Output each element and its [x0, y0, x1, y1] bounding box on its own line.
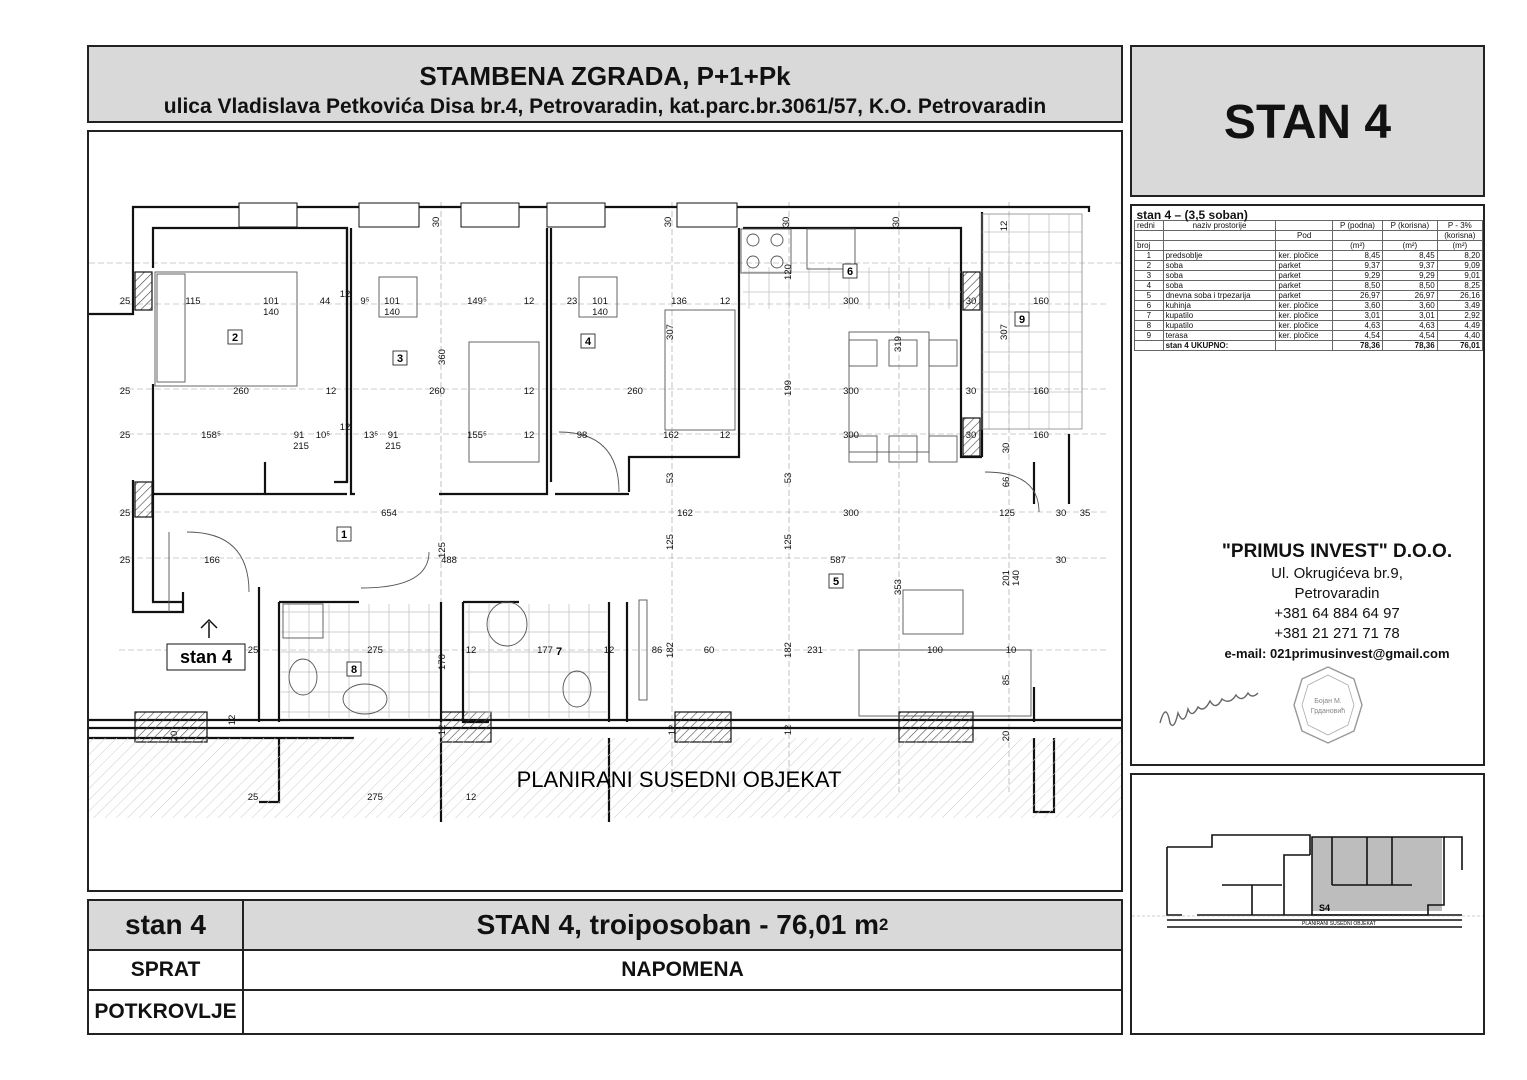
svg-text:587: 587 — [830, 555, 846, 566]
svg-text:10⁵: 10⁵ — [315, 430, 331, 441]
svg-text:30: 30 — [431, 216, 442, 228]
unit-label-block — [1130, 45, 1485, 197]
svg-text:260: 260 — [627, 386, 643, 397]
svg-text:20: 20 — [169, 730, 180, 742]
svg-text:140: 140 — [1011, 570, 1022, 586]
svg-text:160: 160 — [1033, 386, 1049, 397]
floor-plan — [87, 130, 1123, 892]
svg-text:140: 140 — [263, 307, 279, 318]
stamp — [1294, 667, 1362, 743]
total-label: stan 4 UKUPNO: — [1163, 341, 1276, 351]
svg-text:30: 30 — [891, 216, 902, 228]
svg-text:140: 140 — [592, 307, 608, 318]
company-street: Ul. Okrugićeva br.9, — [1271, 565, 1403, 582]
footer-block — [87, 899, 1123, 1035]
room-1-number: 1 — [340, 529, 348, 541]
svg-text:170: 170 — [437, 654, 448, 670]
svg-text:25: 25 — [119, 508, 131, 519]
table-row: 4 soba parket 8,50 8,50 8,25 — [1135, 281, 1483, 291]
svg-text:30: 30 — [1055, 508, 1067, 519]
svg-text:300: 300 — [843, 296, 859, 307]
rooms-table — [1134, 208, 1483, 351]
terrace — [982, 214, 1082, 429]
svg-text:20: 20 — [1001, 730, 1012, 742]
footer-description: STAN 4, troiposoban - 76,01 m 2 — [244, 901, 1121, 951]
header-p3-korisna: (korisna) — [1437, 231, 1482, 241]
svg-text:12: 12 — [465, 645, 477, 656]
table-row: 3 soba parket 9,29 9,29 9,01 — [1135, 271, 1483, 281]
info-panel — [1130, 204, 1485, 766]
header-unit-2: (m²) — [1383, 241, 1438, 251]
svg-text:166: 166 — [204, 555, 220, 566]
footer-unit: stan 4 — [89, 901, 244, 951]
svg-text:Бојан М.: Бојан М. — [1314, 698, 1342, 705]
bath7-tiles — [465, 604, 607, 718]
key-plan-neighbor: PLANIRANI SUSEDNI OBJEKAT — [1302, 921, 1376, 927]
svg-text:158⁵: 158⁵ — [201, 430, 221, 441]
svg-text:12: 12 — [603, 645, 615, 656]
svg-text:12: 12 — [227, 714, 238, 726]
header-broj: broj — [1135, 241, 1164, 251]
svg-text:25: 25 — [247, 792, 259, 803]
svg-text:12: 12 — [523, 386, 535, 397]
svg-text:260: 260 — [233, 386, 249, 397]
signature-and-stamp — [1152, 661, 1472, 751]
svg-text:182: 182 — [665, 642, 676, 658]
room-3-number: 3 — [396, 353, 404, 365]
svg-text:231: 231 — [807, 645, 823, 656]
svg-text:125: 125 — [665, 534, 676, 550]
svg-text:115: 115 — [185, 296, 201, 307]
svg-text:12: 12 — [783, 724, 794, 736]
svg-text:30: 30 — [1055, 555, 1067, 566]
footer-floor-value: POTKROVLJE — [89, 991, 244, 1033]
svg-text:Грдановић: Грдановић — [1310, 708, 1346, 715]
svg-text:30: 30 — [1001, 442, 1012, 454]
building-address: ulica Vladislava Petkovića Disa br.4, Petrovaradin, kat.parc.br.3061/57, K.O. Petrovaradin — [163, 95, 1047, 118]
svg-text:353: 353 — [893, 579, 904, 595]
room-2-number: 2 — [231, 332, 239, 344]
svg-text:300: 300 — [843, 508, 859, 519]
room-6-number: 6 — [846, 266, 854, 278]
svg-text:30: 30 — [965, 296, 977, 307]
table-row: 1 predsoblje ker. pločice 8,45 8,45 8,20 — [1135, 251, 1483, 261]
company-info — [1202, 540, 1472, 664]
svg-text:60: 60 — [703, 645, 715, 656]
svg-text:53: 53 — [783, 472, 794, 484]
svg-text:30: 30 — [663, 216, 674, 228]
svg-text:12: 12 — [719, 296, 731, 307]
title-block — [87, 45, 1123, 123]
key-plan-drawing — [1132, 775, 1483, 1033]
table-row: 7 kupatilo ker. pločice 3,01 3,01 2,92 — [1135, 311, 1483, 321]
table-row: 5 dnevna soba i trpezarija parket 26,97 26,97 26,16 — [1135, 291, 1483, 301]
room-4-number: 4 — [584, 336, 592, 348]
room-5-number: 5 — [832, 576, 840, 588]
svg-text:215: 215 — [385, 441, 401, 452]
svg-text:160: 160 — [1033, 296, 1049, 307]
svg-text:25: 25 — [119, 386, 131, 397]
svg-text:654: 654 — [381, 508, 397, 519]
header-unit-1: (m²) — [1332, 241, 1382, 251]
svg-text:12: 12 — [437, 724, 448, 736]
key-plan — [1130, 773, 1485, 1035]
svg-text:136: 136 — [671, 296, 687, 307]
svg-text:91: 91 — [293, 430, 305, 441]
stan-tag — [167, 620, 245, 670]
svg-text:25: 25 — [119, 430, 131, 441]
table-row: 2 soba parket 9,37 9,37 9,09 — [1135, 261, 1483, 271]
stan-tag-label: stan 4 — [179, 647, 233, 667]
svg-text:25: 25 — [247, 645, 259, 656]
footer-note-value — [244, 991, 1121, 1033]
unit-label: STAN 4 — [1223, 96, 1392, 149]
svg-text:13⁵: 13⁵ — [363, 430, 379, 441]
header-naziv: naziv prostorije — [1163, 221, 1276, 231]
svg-text:177: 177 — [537, 645, 553, 656]
table-row: 6 kuhinja ker. pločice 3,60 3,60 3,49 — [1135, 301, 1483, 311]
svg-text:260: 260 — [429, 386, 445, 397]
room-9-number: 9 — [1018, 314, 1026, 326]
svg-text:30: 30 — [965, 386, 977, 397]
svg-text:149⁵: 149⁵ — [467, 296, 487, 307]
svg-text:85: 85 — [1001, 674, 1012, 686]
svg-text:91: 91 — [387, 430, 399, 441]
company-email: e-mail: 021primusinvest@gmail.com — [1224, 646, 1450, 661]
svg-text:66: 66 — [1001, 476, 1012, 488]
svg-text:215: 215 — [293, 441, 309, 452]
room-7-number: 7 — [555, 646, 563, 658]
svg-text:98: 98 — [576, 430, 588, 441]
building-title: STAMBENA ZGRADA, P+1+Pk — [419, 61, 791, 91]
header-pod: Pod — [1276, 231, 1332, 241]
table-title: stan 4 – (3,5 soban) — [1136, 208, 1248, 222]
svg-text:319: 319 — [893, 336, 904, 352]
svg-text:125: 125 — [783, 534, 794, 550]
header-unit-3: (m²) — [1437, 241, 1482, 251]
svg-text:12: 12 — [523, 430, 535, 441]
svg-text:162: 162 — [677, 508, 693, 519]
table-row: 9 terasa ker. pločice 4,54 4,54 4,40 — [1135, 331, 1483, 341]
company-name: "PRIMUS INVEST" D.O.O. — [1221, 541, 1453, 562]
table-row: 8 kupatilo ker. pločice 4,63 4,63 4,49 — [1135, 321, 1483, 331]
svg-text:101: 101 — [263, 296, 279, 307]
svg-text:53: 53 — [665, 472, 676, 484]
header-p3: P - 3% — [1437, 221, 1482, 231]
signature-mark — [1160, 693, 1258, 725]
header-p-podna: P (podna) — [1332, 221, 1382, 231]
footer-note-label: NAPOMENA — [244, 951, 1121, 991]
bath8-tiles — [281, 604, 439, 718]
svg-text:300: 300 — [843, 386, 859, 397]
svg-text:9⁵: 9⁵ — [360, 296, 370, 307]
svg-text:275: 275 — [367, 792, 383, 803]
svg-text:300: 300 — [843, 430, 859, 441]
svg-text:125: 125 — [999, 508, 1015, 519]
svg-text:12: 12 — [523, 296, 535, 307]
svg-text:140: 140 — [384, 307, 400, 318]
svg-text:101: 101 — [592, 296, 608, 307]
svg-text:12: 12 — [339, 289, 351, 300]
svg-text:125: 125 — [437, 542, 448, 558]
svg-text:12: 12 — [465, 792, 477, 803]
svg-text:12: 12 — [667, 724, 678, 736]
svg-text:30: 30 — [965, 430, 977, 441]
header-p-korisna: P (korisna) — [1383, 221, 1438, 231]
svg-text:100: 100 — [927, 645, 943, 656]
svg-text:120: 120 — [783, 264, 794, 280]
svg-text:360: 360 — [437, 349, 448, 365]
svg-text:199: 199 — [783, 380, 794, 396]
company-city: Petrovaradin — [1294, 585, 1380, 602]
svg-text:86: 86 — [651, 645, 663, 656]
svg-text:307: 307 — [665, 324, 676, 340]
floor-plan-drawing — [89, 132, 1121, 890]
footer-floor-label: SPRAT — [89, 951, 244, 991]
svg-text:44: 44 — [319, 296, 331, 307]
svg-text:30: 30 — [781, 216, 792, 228]
svg-text:162: 162 — [663, 430, 679, 441]
svg-text:23: 23 — [566, 296, 578, 307]
svg-text:275: 275 — [367, 645, 383, 656]
svg-text:12: 12 — [339, 422, 351, 433]
table-total-row: stan 4 UKUPNO: 78,36 78,36 76,01 — [1135, 341, 1483, 351]
svg-text:35: 35 — [1079, 508, 1091, 519]
neighbor-label: PLANIRANI SUSEDNI OBJEKAT — [516, 767, 842, 792]
svg-text:201: 201 — [1001, 570, 1012, 586]
svg-text:12: 12 — [325, 386, 337, 397]
svg-text:25: 25 — [119, 555, 131, 566]
svg-text:10: 10 — [1005, 645, 1017, 656]
svg-text:155⁵: 155⁵ — [467, 430, 487, 441]
svg-text:182: 182 — [783, 642, 794, 658]
svg-text:101: 101 — [384, 296, 400, 307]
key-plan-label: S4 — [1319, 903, 1331, 913]
svg-text:307: 307 — [999, 324, 1010, 340]
svg-text:488: 488 — [441, 555, 457, 566]
company-phone-2: +381 21 271 71 78 — [1274, 625, 1400, 642]
svg-text:25: 25 — [119, 296, 131, 307]
company-phone-1: +381 64 884 64 97 — [1274, 605, 1400, 622]
header-redni: redni — [1135, 221, 1164, 231]
room-8-number: 8 — [350, 664, 358, 676]
svg-text:160: 160 — [1033, 430, 1049, 441]
svg-text:12: 12 — [999, 220, 1010, 232]
svg-text:12: 12 — [719, 430, 731, 441]
